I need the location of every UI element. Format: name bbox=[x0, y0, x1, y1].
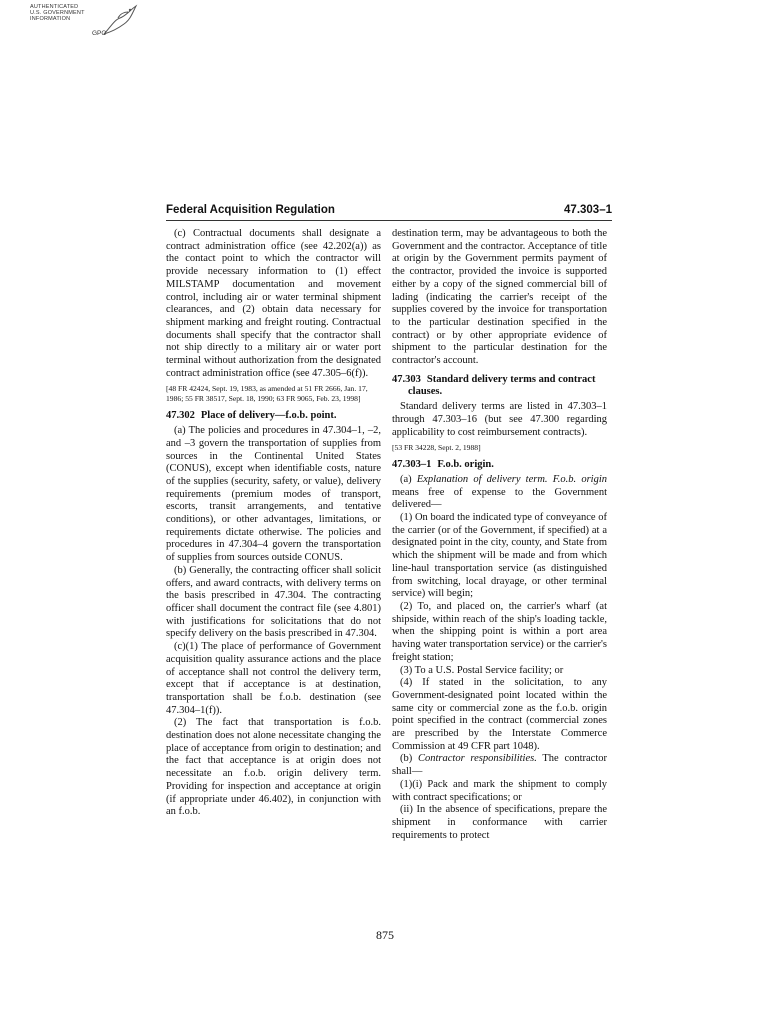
paragraph: (c)(1) The place of performance of Government acquisition quality assurance actions and the place of acceptance shall not control the delivery term, except that if acceptance is at destination, transportation shall be f.o.b. destination (see 47.304–1(f)). bbox=[166, 641, 381, 716]
paragraph bbox=[392, 474, 607, 512]
section-number: 47.303 bbox=[392, 373, 421, 385]
paragraph bbox=[392, 753, 607, 778]
section-number: 47.303–1 bbox=[392, 459, 432, 471]
authentication-seal bbox=[30, 4, 142, 44]
paragraph: (b) Generally, the contracting officer shall solicit offers, and award contracts, with delivery terms on the basis prescribed in 47.304. The contracting officer shall document the contract file (see 4.801) with justifications for solicitations that do not specify delivery on the basis prescribed in 47.304. bbox=[166, 564, 381, 640]
paragraph: (ii) In the absence of specifications, prepare the shipment in conformance with carrier requirements to protect bbox=[392, 804, 607, 841]
italic-term: Contractor responsibilities. bbox=[418, 753, 537, 765]
paragraph: (2) The fact that transportation is f.o.b. destination does not alone necessitate changing the place of acceptance from origin to destination; and the fact that acceptance is at origin does not necessitate an f.o.b. origin delivery term. Providing for inspection and acceptance at origin (if appropriate under 46.402), in conjunction with an f.o.b. bbox=[166, 717, 381, 818]
header-title: Federal Acquisition Regulation bbox=[166, 204, 335, 216]
paragraph: (1)(i) Pack and mark the shipment to comply with contract specifications; or bbox=[392, 778, 607, 803]
section-heading bbox=[166, 410, 381, 423]
paragraph-text: The contractor shall— bbox=[392, 753, 608, 778]
paragraph-lead: (b) bbox=[400, 753, 418, 765]
paragraph: (a) The policies and procedures in 47.304–1, –2, and –3 govern the transportation of supplies from sources in the Continental United States (CONUS), except when identifiable costs, nature of the supplies (security, safety, or value), delivery requirements (premium modes of transport, escorts, transit arrangements, and tentative conditions), or other advantages, limitations, or requirements dictate otherwise. The policies and procedures in 47.304–4 govern the transportation of supplies from sources outside CONUS. bbox=[166, 425, 381, 564]
paragraph: (2) To, and placed on, the carrier's wharf (at shipside, within reach of the ship's loading tackle, when the shipping point is within a port area having water transportation service) or the carrier's freight station; bbox=[392, 600, 607, 663]
running-header bbox=[166, 204, 612, 221]
section-heading bbox=[392, 374, 607, 399]
page-number: 875 bbox=[376, 928, 394, 942]
seal-line-2: U.S. GOVERNMENT bbox=[30, 10, 85, 16]
paragraph-text: means free of expense to the Government delivered— bbox=[392, 486, 607, 511]
paragraph: (1) On board the indicated type of conveyance of the carrier (or of the Government, if specified) at a designated point in the city, county, and State from which the shipment will be made and from which line-haul transportation service (as distinguished from switching, local drayage, or other terminal service) will begin; bbox=[392, 512, 607, 600]
paragraph: (4) If stated in the solicitation, to any Government-designated point located within the same city or commercial zone as the f.o.b. origin point specified in the contract (commercial zones are prescribed by the Interstate Commerce Commission at 49 CFR part 1048). bbox=[392, 677, 607, 752]
citation: [53 FR 34228, Sept. 2, 1988] bbox=[392, 443, 481, 453]
paragraph-lead: (a) bbox=[400, 473, 417, 485]
seal-line-3: INFORMATION bbox=[30, 16, 71, 22]
section-title: Standard delivery terms and contract clauses. bbox=[408, 373, 596, 398]
section-title: Place of delivery—f.o.b. point. bbox=[200, 410, 337, 422]
seal-line-1: AUTHENTICATED bbox=[30, 4, 79, 10]
section-number: 47.302 bbox=[166, 410, 195, 422]
left-column bbox=[166, 228, 381, 819]
paragraph: (c) Contractual documents shall designate a contract administration office (see 42.202(a)) as the contact point to which the contractor will provide necessary information to (1) effect MILSTAMP documentation and movement control, including air or water terminal shipment clearances, and (2) obtain data necessary for shipment marking and freight routing. Contractual documents shall specify that the contractor shall not ship directly to a military air or water port terminal without authorization from the designated contract administration office (see 47.305–6(f)). bbox=[166, 228, 381, 379]
italic-term: Explanation of delivery term. F.o.b. origin bbox=[416, 473, 607, 485]
paragraph: Standard delivery terms are listed in 47.303–1 through 47.303–16 (but see 47.300 regarding applicability to cost reimbursement contracts). bbox=[392, 401, 607, 438]
section-heading bbox=[392, 459, 607, 472]
citation: [48 FR 42424, Sept. 19, 1983, as amended at 51 FR 2666, Jan. 17, 1986; 55 FR 38517, Sept. 18, 1990; 63 FR 9065, Feb. 23, 1998] bbox=[166, 384, 368, 404]
paragraph: destination term, may be advantageous to both the Government and the contractor. Acceptance of title at origin by the Government permits payment of the contractor, provided the invoice is supported either by a copy of the signed commercial bill of lading (indicating the carrier's receipt of the supplies covered by the invoice for transportation to the particular destination specified in the contract) or by other appropriate evidence of shipment to the particular destination for the contractor's account. bbox=[392, 228, 607, 367]
right-column bbox=[392, 228, 607, 842]
section-title: F.o.b. origin. bbox=[437, 459, 494, 471]
seal-gpo: GPO bbox=[92, 30, 107, 37]
header-section-number: 47.303–1 bbox=[564, 204, 612, 216]
paragraph: (3) To a U.S. Postal Service facility; or bbox=[400, 664, 564, 676]
eagle-icon bbox=[100, 4, 140, 38]
